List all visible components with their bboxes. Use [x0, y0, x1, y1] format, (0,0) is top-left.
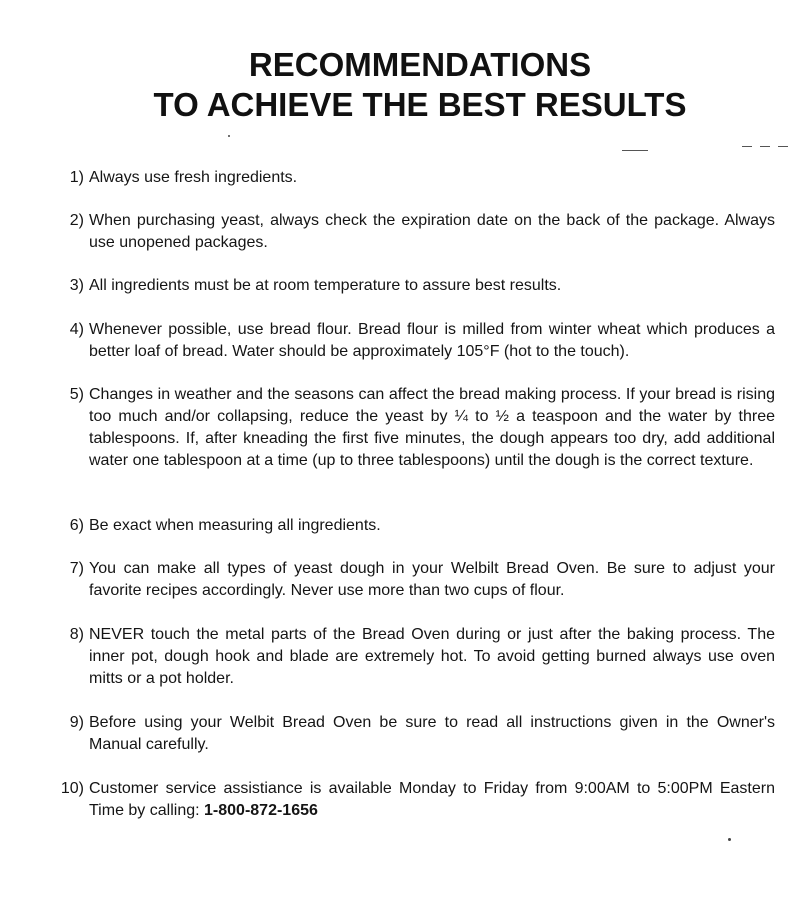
item-text: [89, 778, 775, 822]
item-text: You can make all types of yeast dough in your Welbilt Bread Oven. Be sure to adjust your favorite recipes accordingly. Never use more than two cups of flour.: [89, 560, 775, 599]
item-number: 7): [69, 560, 84, 577]
item-text: When purchasing yeast, always check the expiration date on the back of the package. Always use unopened packages.: [89, 212, 775, 251]
item-text: Before using your Welbit Bread Oven be sure to read all instructions given in the Owner's Manual carefully.: [89, 714, 775, 753]
document-title-line-1: RECOMMENDATIONS: [248, 46, 592, 83]
item-number: 9): [69, 714, 84, 731]
scan-speck: [228, 135, 230, 137]
scan-mark: [742, 146, 752, 147]
item-number: 6): [69, 517, 84, 534]
item-number: 3): [69, 277, 84, 294]
item-text: Always use fresh ingredients.: [89, 169, 298, 186]
item-number: 1): [69, 169, 84, 186]
item-number: 8): [69, 626, 84, 643]
item-text: Whenever possible, use bread flour. Bread flour is milled from winter wheat which produces a better loaf of bread. Water should be approximately 105°F (hot to the touch).: [89, 321, 775, 360]
document-title-line-2: TO ACHIEVE THE BEST RESULTS: [153, 86, 687, 123]
scan-mark: [778, 146, 788, 147]
item-text: Changes in weather and the seasons can affect the bread making process. If your bread is rising too much and/or collapsing, reduce the yeast by ¼ to ½ a teaspoon and the water by three tablespoons. If, after kneading the first five minutes, the dough appears too dry, add additional water one tablespoon at a time (up to three tablespoons) until the dough is the correct texture.: [89, 386, 775, 469]
item-text: Be exact when measuring all ingredients.: [89, 517, 381, 534]
item-text: NEVER touch the metal parts of the Bread Oven during or just after the baking process. The inner pot, dough hook and blade are extremely hot. To avoid getting burned always use oven mitts or a pot holder.: [89, 626, 775, 687]
scan-mark: [760, 146, 770, 147]
scan-speck: [728, 838, 731, 841]
item-text-body: Customer service assistiance is available Monday to Friday from 9:00AM to 5:00PM Eastern Time by calling:: [89, 780, 775, 819]
item-number: 5): [69, 386, 84, 403]
item-text: All ingredients must be at room temperature to assure best results.: [89, 277, 562, 294]
item-number: 2): [69, 212, 84, 229]
item-number: 10): [60, 780, 84, 797]
item-number: 4): [69, 321, 84, 338]
phone-number: 1-800-872-1656: [204, 802, 318, 819]
scan-mark: [622, 150, 648, 151]
